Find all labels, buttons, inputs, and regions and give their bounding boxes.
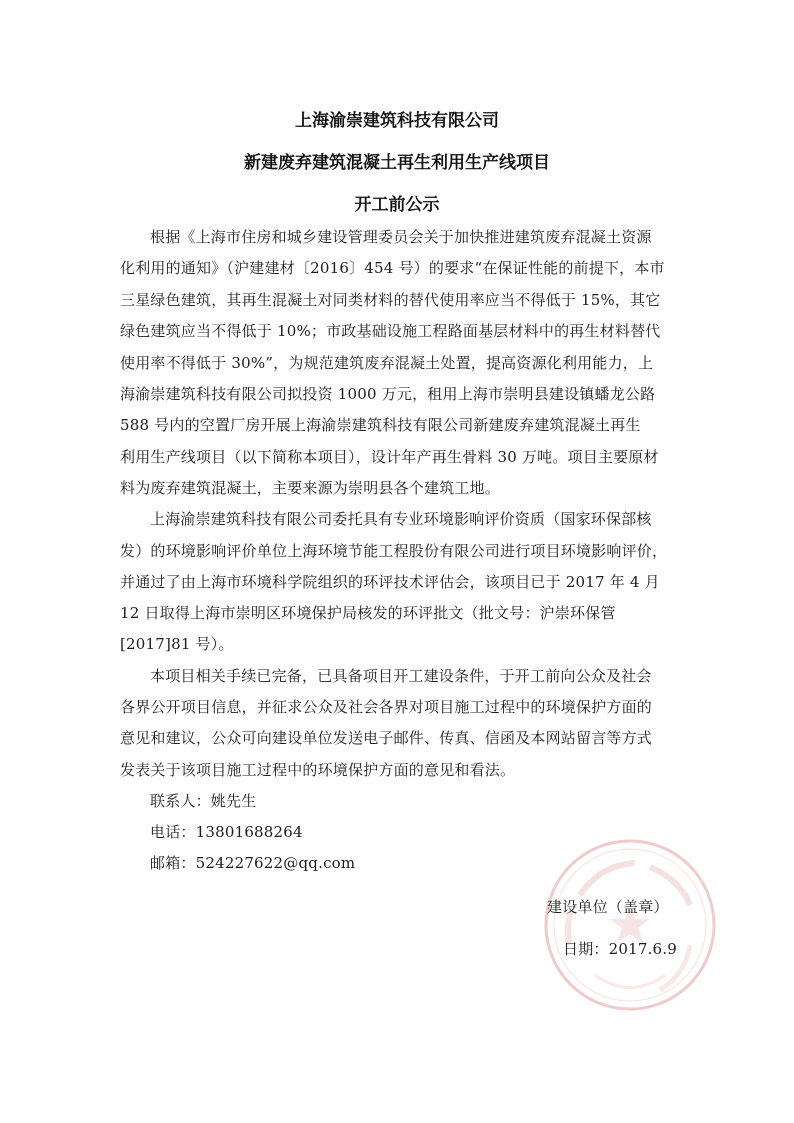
body-line: 各界公开项目信息，并征求公众及社会各界对项目施工过程中的环境保护方面的 xyxy=(120,698,653,716)
body-line: 上海渝崇建筑科技有限公司委托具有专业环境影响评价资质（国家环保部核 xyxy=(150,510,652,528)
notice-title: 开工前公示 xyxy=(354,195,440,215)
body-line: 使用率不得低于 30%”，为规范建筑废弃混凝土处置，提高资源化利用能力，上 xyxy=(120,354,654,372)
body-line: 发表关于该项目施工过程中的环境保护方面的意见和看法。 xyxy=(120,761,516,779)
company-seal xyxy=(540,835,720,1015)
body-line: 并通过了由上海市环境科学院组织的环评技术评估会，该项目已于 2017 年 4 月 xyxy=(120,573,660,591)
body-line: 料为废弃建筑混凝土，主要来源为崇明县各个建筑工地。 xyxy=(120,479,501,497)
project-title: 新建废弃建筑混凝土再生利用生产线项目 xyxy=(244,153,550,173)
notice-date: 日期：2017.6.9 xyxy=(563,940,677,958)
contact-email[interactable]: 邮箱：524227622@qq.com xyxy=(150,854,356,872)
body-line: 绿色建筑应当不得低于 10%；市政基础设施工程路面基层材料中的再生材料替代 xyxy=(120,322,661,340)
construction-unit-seal-label: 建设单位（盖章） xyxy=(547,898,669,916)
body-line: 意见和建议，公众可向建设单位发送电子邮件、传真、信函及本网站留言等方式 xyxy=(120,729,653,747)
body-line: [2017]81 号）。 xyxy=(120,635,234,653)
body-line: 发）的环境影响评价单位上海环境节能工程股份有限公司进行项目环境影响评价， xyxy=(120,542,668,560)
body-line: 化利用的通知》（沪建建材〔2016〕454 号）的要求“在保证性能的前提下，本市 xyxy=(120,259,665,277)
body-line: 根据《上海市住房和城乡建设管理委员会关于加快推进建筑废弃混凝土资源 xyxy=(150,228,652,246)
contact-phone: 电话：13801688264 xyxy=(150,823,303,841)
body-line: 三星绿色建筑，其再生混凝土对同类材料的替代使用率应当不得低于 15%，其它 xyxy=(120,291,661,309)
body-line: 利用生产线项目（以下简称本项目），设计年产再生骨料 30 万吨。项目主要原材 xyxy=(120,448,659,466)
body-line: 12 日取得上海市崇明区环境保护局核发的环评批文（批文号：沪崇环保管 xyxy=(120,604,616,622)
company-title: 上海渝崇建筑科技有限公司 xyxy=(295,111,499,131)
body-line: 本项目相关手续已完备，已具备项目开工建设条件，于开工前向公众及社会 xyxy=(150,667,652,685)
body-line: 海渝崇建筑科技有限公司拟投资 1000 万元，租用上海市崇明县建设镇蟠龙公路 xyxy=(120,385,656,403)
contact-person: 联系人：姚先生 xyxy=(150,792,257,810)
body-line: 588 号内的空置厂房开展上海渝崇建筑科技有限公司新建废弃建筑混凝土再生 xyxy=(120,416,641,434)
